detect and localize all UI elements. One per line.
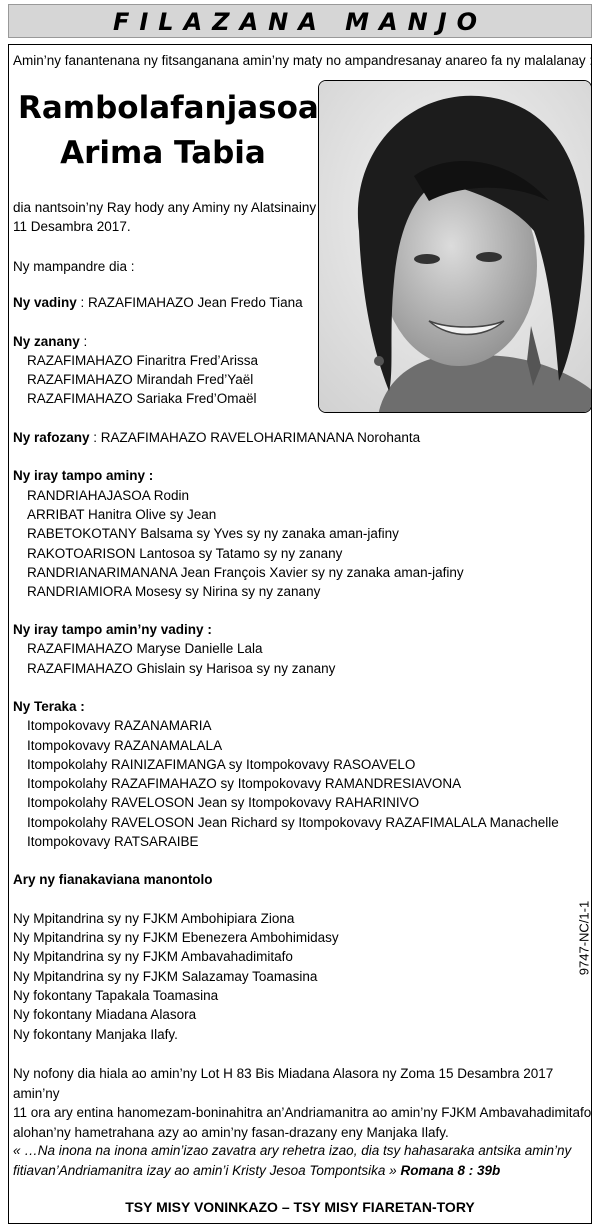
- list-item: RANDRIANARIMANANA Jean François Xavier sy ny zanaka aman-jafiny: [27, 565, 464, 580]
- list-item: Itompokovavy RAZANAMARIA: [27, 718, 212, 733]
- funeral-line1: Ny nofony dia hiala ao amin’ny Lot H 83 Bis Miadana Alasora ny Zoma 15 Desambra 2017 amin’ny: [13, 1066, 554, 1101]
- list-item: RAZAFIMAHAZO Finaritra Fred’Arissa: [27, 353, 259, 368]
- list-item: Ny Mpitandrina sy ny FJKM Ebenezera Ambohimidasy: [13, 930, 339, 945]
- portrait-image: [319, 81, 592, 413]
- list-item: RAZAFIMAHAZO Mirandah Fred’Yaël: [27, 372, 254, 387]
- family-label: Ary ny fianakaviana manontolo: [13, 872, 213, 887]
- list-item: RANDRIAMIORA Mosesy sy Nirina sy ny zanany: [27, 584, 321, 599]
- list-item: Itompokolahy RAVELOSON Jean sy Itompokovavy RAHARINIVO: [27, 795, 420, 810]
- children-suffix: :: [79, 334, 88, 349]
- deceased-name-line1: Rambolafanjasoa: [18, 90, 319, 126]
- list-item: RAZAFIMAHAZO Ghislain sy Harisoa sy ny zanany: [27, 661, 336, 676]
- verse-reference: Romana 8 : 39b: [396, 1162, 501, 1178]
- deceased-photo: [318, 80, 592, 413]
- intro-text: Amin’ny fanantenana ny fitsanganana amin’ny maty no ampandresanay anareo fa ny malalanay :: [13, 53, 594, 68]
- bible-verse: [13, 1141, 593, 1180]
- list-item: Ny Mpitandrina sy ny FJKM Ambavahadimitafo: [13, 949, 293, 964]
- list-item: Itompokolahy RAINIZAFIMANGA sy Itompokovavy RASOAVELO: [27, 757, 416, 772]
- death-notice-line1: dia nantsoin’ny Ray hody any Aminy ny Alatsinainy: [13, 200, 317, 215]
- funeral-line3: alohan’ny hametrahana azy ao amin’ny fasan-drazany eny Manjaka Ilafy.: [13, 1124, 449, 1140]
- list-item: RABETOKOTANY Balsama sy Yves sy ny zanaka aman-jafiny: [27, 526, 399, 541]
- list-item: Itompokovavy RAZANAMALALA: [27, 738, 223, 753]
- list-item: RANDRIAHAJASOA Rodin: [27, 488, 190, 503]
- list-item: Itompokolahy RAZAFIMAHAZO sy Itompokovavy RAMANDRESIAVONA: [27, 776, 462, 791]
- list-item: RAKOTOARISON Lantosoa sy Tatamo sy ny zanany: [27, 546, 343, 561]
- list-item: Itompokovavy RATSARAIBE: [27, 834, 199, 849]
- children-heading: [13, 333, 87, 351]
- list-item: Ny fokontany Tapakala Toamasina: [13, 988, 219, 1003]
- announcers-label: Ny mampandre dia :: [13, 259, 135, 274]
- list-item: Ny fokontany Miadana Alasora: [13, 1007, 197, 1022]
- deceased-name: [18, 86, 319, 176]
- deceased-name-line2: Arima Tabia: [60, 135, 266, 171]
- footer-notice: TSY MISY VONINKAZO – TSY MISY FIARETAN-TORY: [125, 1199, 475, 1215]
- siblings-label: Ny iray tampo aminy :: [13, 468, 154, 483]
- list-item: ARRIBAT Hanitra Olive sy Jean: [27, 507, 217, 522]
- verse-line1: « …Na inona na inona amin’izao zavatra ary rehetra izao, dia tsy hahasaraka antsika amin’ny: [13, 1143, 572, 1158]
- list-item: Ny Mpitandrina sy ny FJKM Salazamay Toamasina: [13, 969, 318, 984]
- list-item: RAZAFIMAHAZO Maryse Danielle Lala: [27, 641, 263, 656]
- verse-line2: fitiavan’Andriamanitra izay ao amin’i Kristy Jesoa Tompontsika »: [13, 1162, 397, 1178]
- spouse-value: : RAZAFIMAHAZO Jean Fredo Tiana: [76, 295, 303, 310]
- header-title: FILAZANA MANJO: [112, 8, 488, 36]
- funeral-details: [13, 1064, 593, 1142]
- death-notice-line2: 11 Desambra 2017.: [13, 219, 131, 234]
- in-law-line: [13, 429, 420, 447]
- announcement-header: [8, 4, 592, 38]
- list-item: Ny Mpitandrina sy ny FJKM Ambohipiara Ziona: [13, 911, 295, 926]
- in-law-label: Ny rafozany: [13, 430, 90, 445]
- in-law-value: : RAZAFIMAHAZO RAVELOHARIMANANA Norohanta: [89, 430, 421, 445]
- spouse-siblings-label: Ny iray tampo amin’ny vadiny :: [13, 622, 212, 637]
- reference-code: 9747-NC/1-1: [576, 900, 592, 976]
- list-item: Itompokolahy RAVELOSON Jean Richard sy Itompokovavy RAZAFIMALALA Manachelle: [27, 815, 559, 830]
- funeral-line2: 11 ora ary entina hanomezam-boninahitra an’Andriamanitra ao amin’ny FJKM Ambavahadimitafo: [13, 1105, 592, 1120]
- relatives-label: Ny Teraka :: [13, 699, 85, 714]
- list-item: RAZAFIMAHAZO Sariaka Fred’Omaël: [27, 391, 257, 406]
- list-item: Ny fokontany Manjaka Ilafy.: [13, 1027, 178, 1042]
- spouse-line: [13, 294, 303, 312]
- verse-line2-wrap: [13, 1161, 593, 1181]
- spouse-label: Ny vadiny: [13, 295, 77, 310]
- children-label: Ny zanany: [13, 334, 80, 349]
